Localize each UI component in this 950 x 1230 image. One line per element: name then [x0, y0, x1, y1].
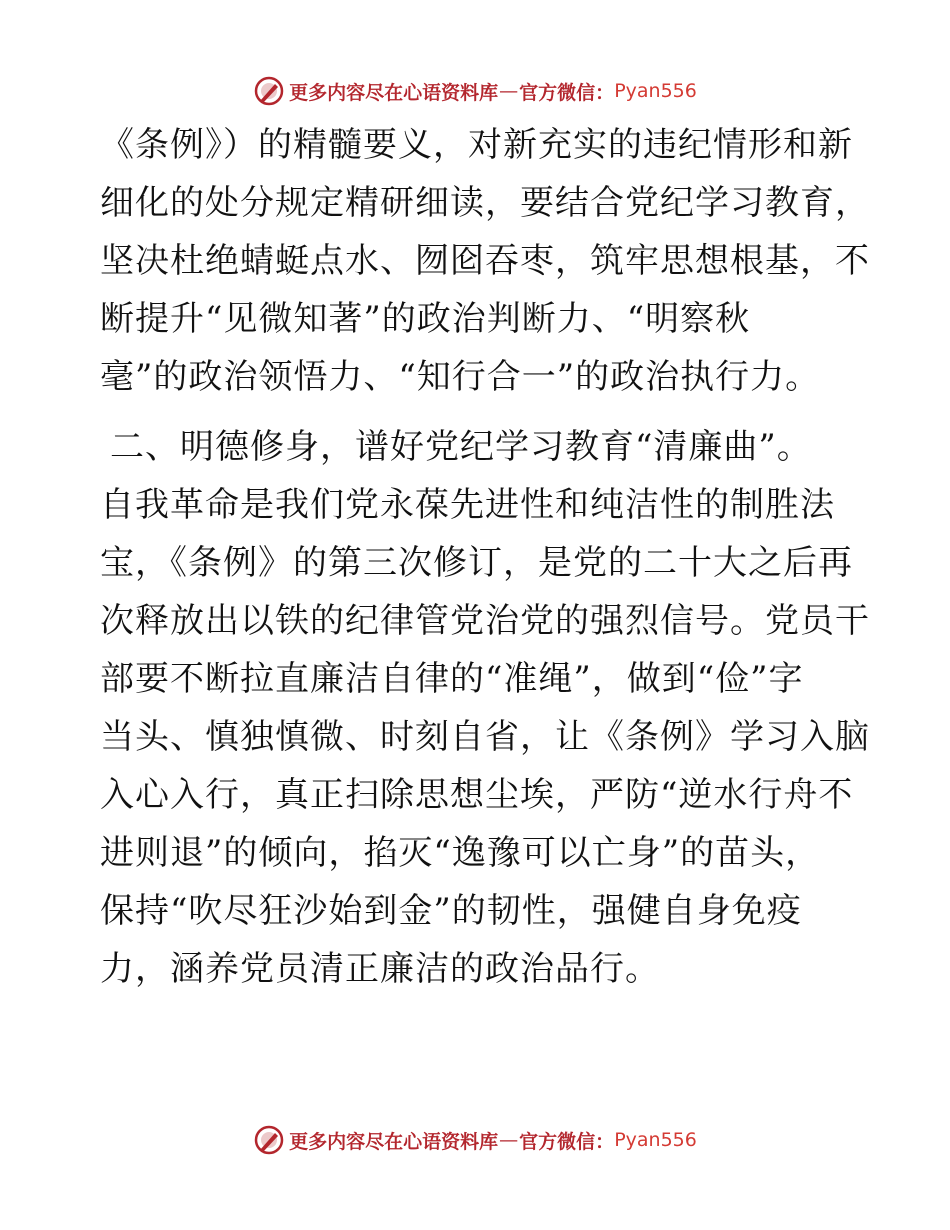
footer-watermark: [0, 1120, 950, 1160]
watermark-text: 更多内容尽在心语资料库: [289, 1130, 499, 1153]
body-line: 入心入行，真正扫除思想尘埃，严防“逆水行舟不: [100, 775, 854, 815]
watermark-official-label: 官方微信：: [519, 1130, 615, 1153]
header-watermark: [0, 71, 950, 111]
body-line: 坚决杜绝蜻蜓点水、囫囵吞枣，筑牢思想根基，不: [100, 241, 870, 281]
body-line: 毫”的政治领悟力、“知行合一”的政治执行力。: [100, 357, 821, 397]
pen-seal-icon: [253, 75, 285, 107]
body-line: 《条例》）的精髓要义，对新充实的违纪情形和新: [100, 125, 853, 165]
watermark-wechat-id: Pyan556: [614, 1129, 697, 1151]
body-line: 次释放出以铁的纪律管党治党的强烈信号。党员干: [100, 601, 870, 641]
body-line: 当头、慎独慎微、时刻自省，让《条例》学习入脑: [100, 717, 870, 757]
watermark-official-label: 官方微信：: [519, 81, 615, 104]
body-line: 断提升“见微知著”的政治判断力、“明察秋: [100, 299, 751, 339]
body-line: 保持“吹尽狂沙始到金”的韧性，强健自身免疫: [100, 891, 802, 931]
body-line: 细化的处分规定精研细读，要结合党纪学习教育，: [100, 183, 870, 223]
body-line: 部要不断拉直廉洁自律的“准绳”，做到“俭”字: [100, 659, 804, 699]
document-body: [100, 116, 870, 998]
body-line: 进则退”的倾向，掐灭“逸豫可以亡身”的苗头，: [100, 833, 821, 873]
body-line: 力，涵养党员清正廉洁的政治品行。: [100, 949, 660, 989]
pen-seal-icon: [253, 1124, 285, 1156]
watermark-wechat-id: Pyan556: [614, 80, 697, 102]
body-line: 自我革命是我们党永葆先进性和纯洁性的制胜法: [100, 485, 835, 525]
watermark-separator: —: [499, 1129, 519, 1151]
body-line: 宝，《条例》的第三次修订，是党的二十大之后再: [100, 543, 853, 583]
watermark-separator: —: [499, 80, 519, 102]
watermark-text: 更多内容尽在心语资料库: [289, 81, 499, 104]
section-heading: 二、明德修身，谱好党纪学习教育“清廉曲”。: [110, 427, 812, 467]
